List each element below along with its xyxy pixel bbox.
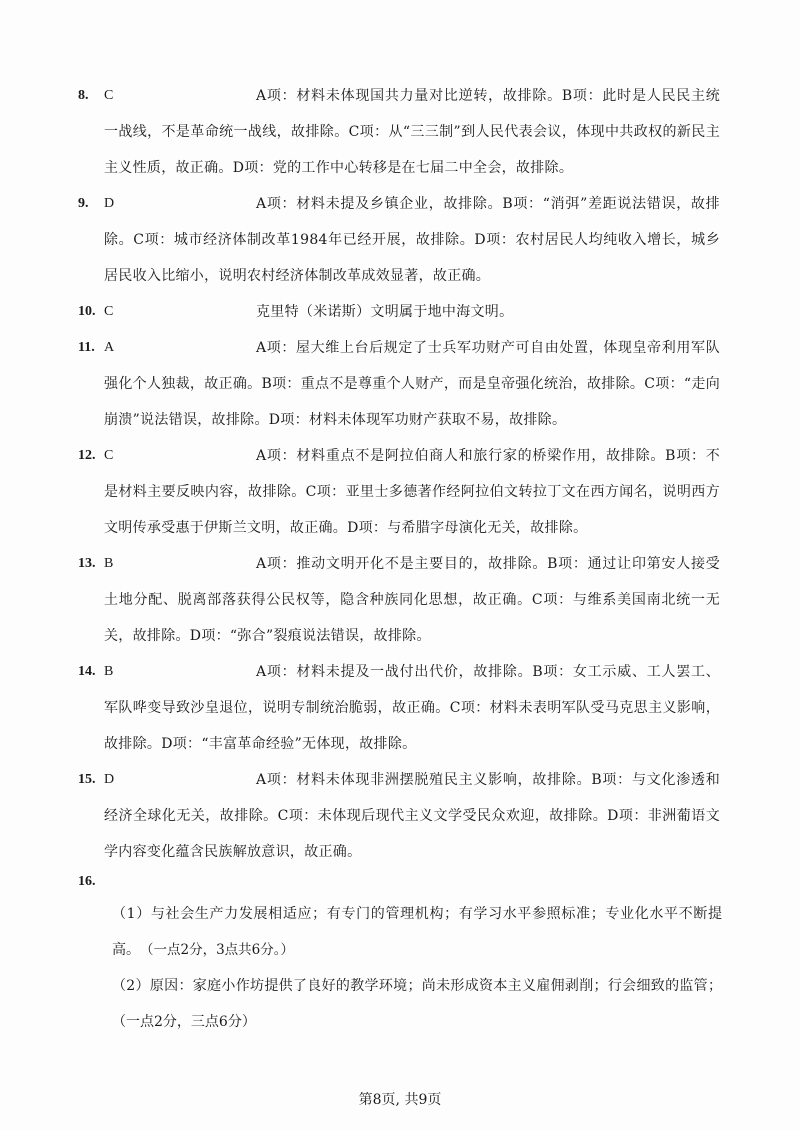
- answer-explanation: A项：材料未提及一战付出代价，故排除。B项：女工示威、工人罢工、军队哗变导致沙皇退位，说明专制统治脆弱，故正确。C项：材料未表明军队受马克思主义影响，故排除。D项：“丰富革命经验”无体现，故排除。: [104, 664, 720, 752]
- answer-letter: A: [104, 340, 115, 355]
- question-number: 10.: [78, 304, 96, 319]
- answer-explanation: 克里特（米诺斯）文明属于地中海文明。: [256, 304, 514, 320]
- answer-letter: C: [104, 304, 114, 319]
- page-footer: 第8页, 共9页: [358, 1092, 442, 1108]
- question-number: 15.: [78, 772, 96, 787]
- answer-letter: D: [104, 772, 115, 787]
- question-number: 11.: [78, 340, 95, 355]
- q16-part-1-note: （一点2分，3点共6分。）: [140, 942, 295, 958]
- answer-letter: B: [104, 556, 114, 571]
- question-number: 12.: [78, 448, 96, 463]
- answer-explanation: A项：推动文明开化不是主要目的，故排除。B项：通过让印第安人接受土地分配、脱离部落获得公民权等，隐含种族同化思想，故正确。C项：与维系美国南北统一无关，故排除。D项：“弥合”裂痕说法错误，故排除。: [104, 556, 720, 644]
- q16-part-1: （1）与社会生产力发展相适应；有专门的管理机构；有学习水平参照标准；专业化水平不断提高。: [112, 906, 722, 958]
- answer-explanation: A项：材料未提及乡镇企业，故排除。B项：“消弭”差距说法错误，故排除。C项：城市经济体制改革1984年已经开展，故排除。D项：农村居民人均纯收入增长，城乡居民收入比缩小，说明农村经济体制改革成效显著，故正确。: [104, 196, 720, 284]
- answer-explanation: A项：屋大维上台后规定了士兵军功财产可自由处置，体现皇帝利用军队强化个人独裁，故正确。B项：重点不是尊重个人财产，而是皇帝强化统治，故排除。C项：“走向崩溃”说法错误，故排除。D项：材料未体现军功财产获取不易，故排除。: [104, 340, 720, 428]
- question-16-number: 16.: [78, 874, 96, 889]
- question-number: 14.: [78, 664, 96, 679]
- answer-letter: C: [104, 448, 114, 463]
- answer-explanation: A项：材料未体现国共力量对比逆转，故排除。B项：此时是人民民主统一战线，不是革命统一战线，故排除。C项：从“三三制”到人民代表会议，体现中共政权的新民主主义性质，故正确。D项：党的工作中心转移是在七届二中全会，故排除。: [104, 88, 720, 176]
- question-number: 9.: [78, 196, 89, 211]
- answer-letter: B: [104, 664, 114, 679]
- q16-part-2: （2）原因：家庭小作坊提供了良好的教学环境；尚未形成资本主义雇佣剥削；行会细致的监管；（一点2分，三点6分）: [112, 978, 722, 1030]
- question-number: 13.: [78, 556, 96, 571]
- answer-explanation: A项：材料重点不是阿拉伯商人和旅行家的桥梁作用，故排除。B项：不是材料主要反映内容，故排除。C项：亚里士多德著作经阿拉伯文转拉丁文在西方闻名，说明西方文明传承受惠于伊斯兰文明，故正确。D项：与希腊字母演化无关，故排除。: [104, 448, 720, 536]
- answer-letter: D: [104, 196, 115, 211]
- answer-letter: C: [104, 88, 114, 103]
- answer-explanation: A项：材料未体现非洲摆脱殖民主义影响，故排除。B项：与文化渗透和经济全球化无关，故排除。C项：未体现后现代主义文学受民众欢迎，故排除。D项：非洲葡语文学内容变化蕴含民族解放意识，故正确。: [104, 772, 720, 860]
- question-number: 8.: [78, 88, 89, 103]
